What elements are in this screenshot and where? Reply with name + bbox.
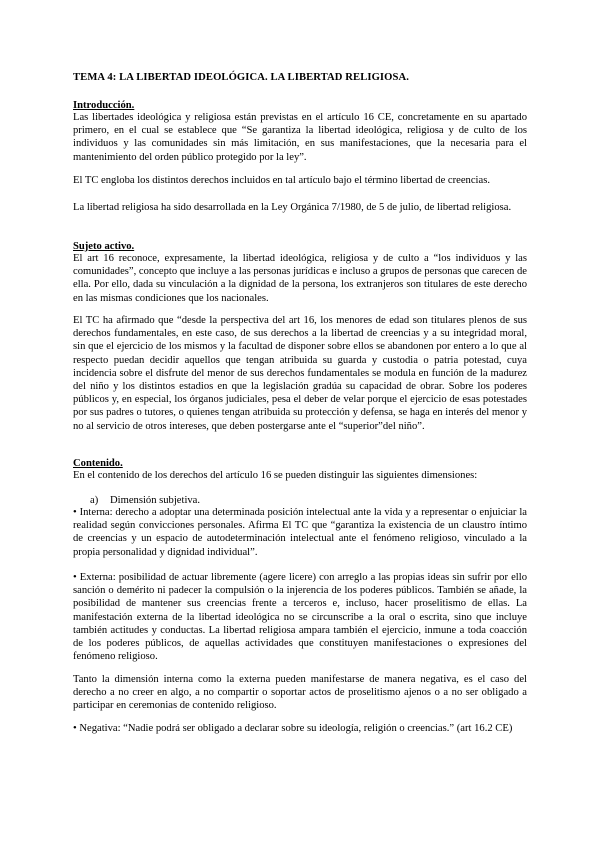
paragraph-externa: • Externa: posibilidad de actuar libremente (agere licere) con arreglo a las propias ideas sin sufrir por ello sanción o demérito ni padecer la compulsión o la injerencia de los poderes públicos. También se añade, la posibilidad de mantener sus creencias frente a terceros e, incluso, hacer proselitismo de ellas. La manifestación externa de la libertad ideológica no se circunscribe a la oral o escrita, sino que incluye también actitudes y conductas. La libertad religiosa ampara también el ejercicio, inmune a toda coacción de los poderes públicos, de aquellas actividades que constituyen manifestaciones o expresiones del fenómeno religioso. [73, 572, 527, 663]
paragraph-contenido-intro: En el contenido de los derechos del artículo 16 se pueden distinguir las siguientes dimensiones: [73, 470, 478, 481]
paragraph-introduccion-1: Las libertades ideológica y religiosa están previstas en el artículo 16 CE, concretamente en su apartado primero, en el cual se establece que “Se garantiza la libertad ideológica, religiosa y de culto de los individuos y las comunidades sin más limitación, en sus manifestaciones, que la necesaria para el mantenimiento del orden público protegido por la ley”. [73, 112, 527, 163]
paragraph-interna: • Interna: derecho a adoptar una determinada posición intelectual ante la vida y a representar o enjuiciar la realidad según convicciones personales. Afirma El TC que “garantiza la existencia de un claustro íntimo de creencias y un espacio de autodeterminación intelectual ante el fenómeno religioso, vinculado a la propia personalidad y dignidad individual”. [73, 507, 527, 558]
paragraph-negativa: • Negativa: “Nadie podrá ser obligado a declarar sobre su ideología, religión o creencias.” (art 16.2 CE) [73, 723, 513, 734]
list-item-label: Dimensión subjetiva. [110, 495, 201, 506]
section-heading-introduccion: Introducción. [73, 100, 135, 111]
paragraph-sujeto-activo-1: El art 16 reconoce, expresamente, la libertad ideológica, religiosa y de culto a “los individuos y las comunidades”, concepto que incluye a las personas jurídicas e incluso a grupos de personas que carecen de ella. Por ello, dada su vinculación a la dignidad de la persona, los extranjeros son titulares de este derecho en las mismas condiciones que los nacionales. [73, 253, 527, 304]
paragraph-tanto: Tanto la dimensión interna como la externa pueden manifestarse de manera negativa, es el caso del derecho a no creer en algo, a no compartir o soportar actos de proselitismo ajenos o a no ser obligado a participar en ceremonias de contenido religioso. [73, 674, 527, 712]
paragraph-sujeto-activo-2: El TC ha afirmado que “desde la perspectiva del art 16, los menores de edad son titulares plenos de sus derechos fundamentales, en este caso, de sus derechos a la libertad de creencias y a su integridad moral, sin que el ejercicio de los mismos y la facultad de disponer sobre ellos se abandonen por entero a lo que al respecto puedan decidir aquellos que tengan atribuida su guarda y custodia o patria potestad, cuya incidencia sobre el disfrute del menor de sus derechos fundamentales se modula en función de la madurez del niño y los distintos estadios en que la legislación gradúa su capacidad de obrar. Sobre los poderes públicos y, en especial, los órganos judiciales, pesa el deber de velar porque el ejercicio de esas potestades por sus padres o tutores, o quienes tengan atribuida su protección y defensa, se haga en interés del menor y no al servicio de otros intereses, que deben postergarse ante el “superior”del niño”. [73, 315, 527, 432]
paragraph-introduccion-2: El TC engloba los distintos derechos incluidos en tal artículo bajo el término libertad de creencias. [73, 175, 490, 186]
document-title: TEMA 4: LA LIBERTAD IDEOLÓGICA. LA LIBERTAD RELIGIOSA. [73, 72, 409, 83]
list-marker: a) [90, 495, 99, 506]
section-heading-contenido: Contenido. [73, 458, 123, 469]
section-heading-sujeto-activo: Sujeto activo. [73, 241, 135, 252]
paragraph-introduccion-3: La libertad religiosa ha sido desarrollada en la Ley Orgánica 7/1980, de 5 de julio, de libertad religiosa. [73, 202, 512, 213]
